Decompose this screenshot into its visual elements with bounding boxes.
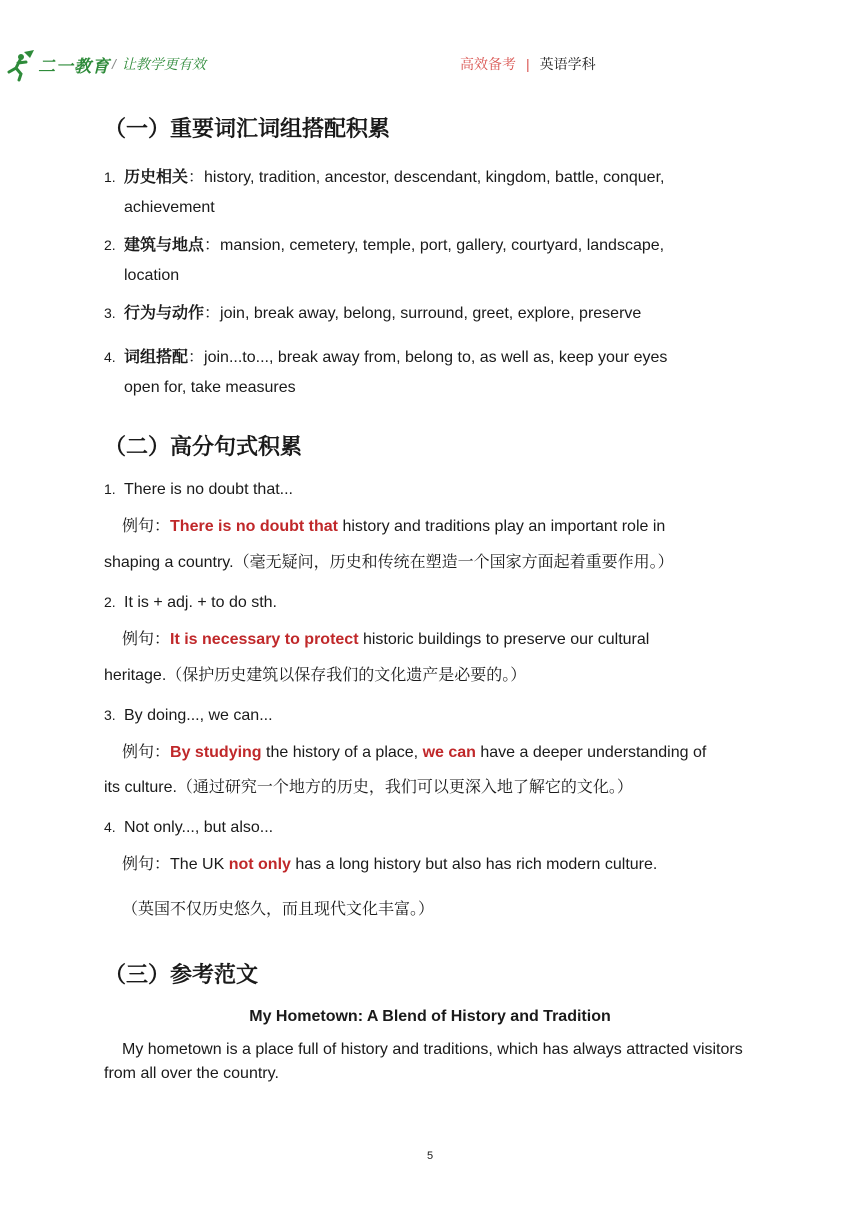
example-text: the history of a place, <box>261 744 423 761</box>
logo-text: 二一教育 <box>38 57 110 76</box>
item-colon: ： <box>204 305 221 322</box>
example-text: has a long history but also has rich modern culture. <box>290 856 658 873</box>
example-translation: its culture.（通过研究一个地方的历史，我们可以更深入地了解它的文化。） <box>104 779 633 796</box>
item-colon: ： <box>188 349 205 366</box>
page-number: 5 <box>426 1150 434 1162</box>
vocab-item <box>104 162 744 223</box>
highlighted-phrase: There is no doubt that <box>170 518 339 535</box>
example-label: 例句： <box>122 744 171 761</box>
header-exam-prep: 高效备考 <box>460 56 516 72</box>
pattern-number: 4. <box>104 819 116 835</box>
highlighted-phrase: we can <box>422 744 476 761</box>
item-number: 3. <box>104 305 116 321</box>
item-text-cont: achievement <box>124 199 215 216</box>
pattern-number: 1. <box>104 481 116 497</box>
example-label: 例句： <box>122 631 171 648</box>
example-sentence <box>104 515 764 539</box>
item-text-cont: location <box>124 267 180 284</box>
section2-title: （二）高分句式积累 <box>104 434 303 459</box>
pattern-number: 3. <box>104 707 116 723</box>
vocab-item <box>104 342 744 403</box>
pattern-text: Not only..., but also... <box>124 819 274 836</box>
essay-paragraph <box>104 1038 754 1086</box>
section3-title: （三）参考范文 <box>104 962 259 987</box>
vocab-item <box>104 298 744 329</box>
example-sentence <box>104 853 764 877</box>
item-text: history, tradition, ancestor, descendant, kingdom, battle, conquer, <box>204 169 665 186</box>
essay-text: My hometown is a place full of history and traditions, which has always attracted visitors from all over the country. <box>104 1041 743 1082</box>
pattern-text: It is + adj. + to do sth. <box>124 594 277 611</box>
slogan <box>112 54 206 74</box>
item-label: 历史相关 <box>124 169 189 186</box>
highlighted-phrase: It is necessary to protect <box>170 631 359 648</box>
item-number: 1. <box>104 169 116 185</box>
slogan-text: 让教学更有效 <box>121 56 206 72</box>
pattern-text: There is no doubt that... <box>124 481 293 498</box>
item-label: 行为与动作 <box>124 305 205 322</box>
pattern-number: 2. <box>104 594 116 610</box>
example-text: The UK <box>170 856 229 873</box>
running-man-logo-icon <box>4 48 38 82</box>
pattern-text: By doing..., we can... <box>124 707 273 724</box>
example-text: historic buildings to preserve our cultural <box>358 631 650 648</box>
item-label: 建筑与地点 <box>124 237 205 254</box>
pattern-heading <box>104 590 764 615</box>
item-label: 词组搭配 <box>124 349 189 366</box>
item-text: join, break away, belong, surround, greet, explore, preserve <box>220 305 642 322</box>
pattern-heading <box>104 703 764 728</box>
item-text: mansion, cemetery, temple, port, gallery, courtyard, landscape, <box>220 237 665 254</box>
item-colon: ： <box>188 169 205 186</box>
page-header <box>0 44 860 84</box>
example-text: have a deeper understanding of <box>475 744 707 761</box>
example-sentence <box>104 741 782 765</box>
slogan-slash: / <box>112 56 116 72</box>
highlighted-phrase: not only <box>228 856 291 873</box>
section1-title: （一）重要词汇词组搭配积累 <box>104 116 391 141</box>
header-subject-name: 英语学科 <box>539 56 596 72</box>
pattern-heading <box>104 815 764 840</box>
essay-title: My Hometown: A Blend of History and Tradition <box>249 1008 611 1025</box>
item-colon: ： <box>204 237 221 254</box>
example-translation: （英国不仅历史悠久，而且现代文化丰富。） <box>122 901 435 918</box>
pattern-heading <box>104 477 764 502</box>
example-label: 例句： <box>122 856 171 873</box>
example-translation: shaping a country.（毫无疑问，历史和传统在塑造一个国家方面起着重要作用。） <box>104 554 674 571</box>
example-translation: heritage.（保护历史建筑以保存我们的文化遗产是必要的。） <box>104 667 527 684</box>
highlighted-phrase: By studying <box>170 744 262 761</box>
example-sentence <box>104 628 764 652</box>
item-number: 2. <box>104 237 116 253</box>
header-separator: | <box>526 56 530 72</box>
item-text-cont: open for, take measures <box>124 379 296 396</box>
item-text: join...to..., break away from, belong to, as well as, keep your eyes <box>204 349 668 366</box>
example-text: history and traditions play an important role in <box>338 518 666 535</box>
item-number: 4. <box>104 349 116 365</box>
header-subject <box>460 54 596 74</box>
vocab-item <box>104 230 744 291</box>
example-label: 例句： <box>122 518 171 535</box>
